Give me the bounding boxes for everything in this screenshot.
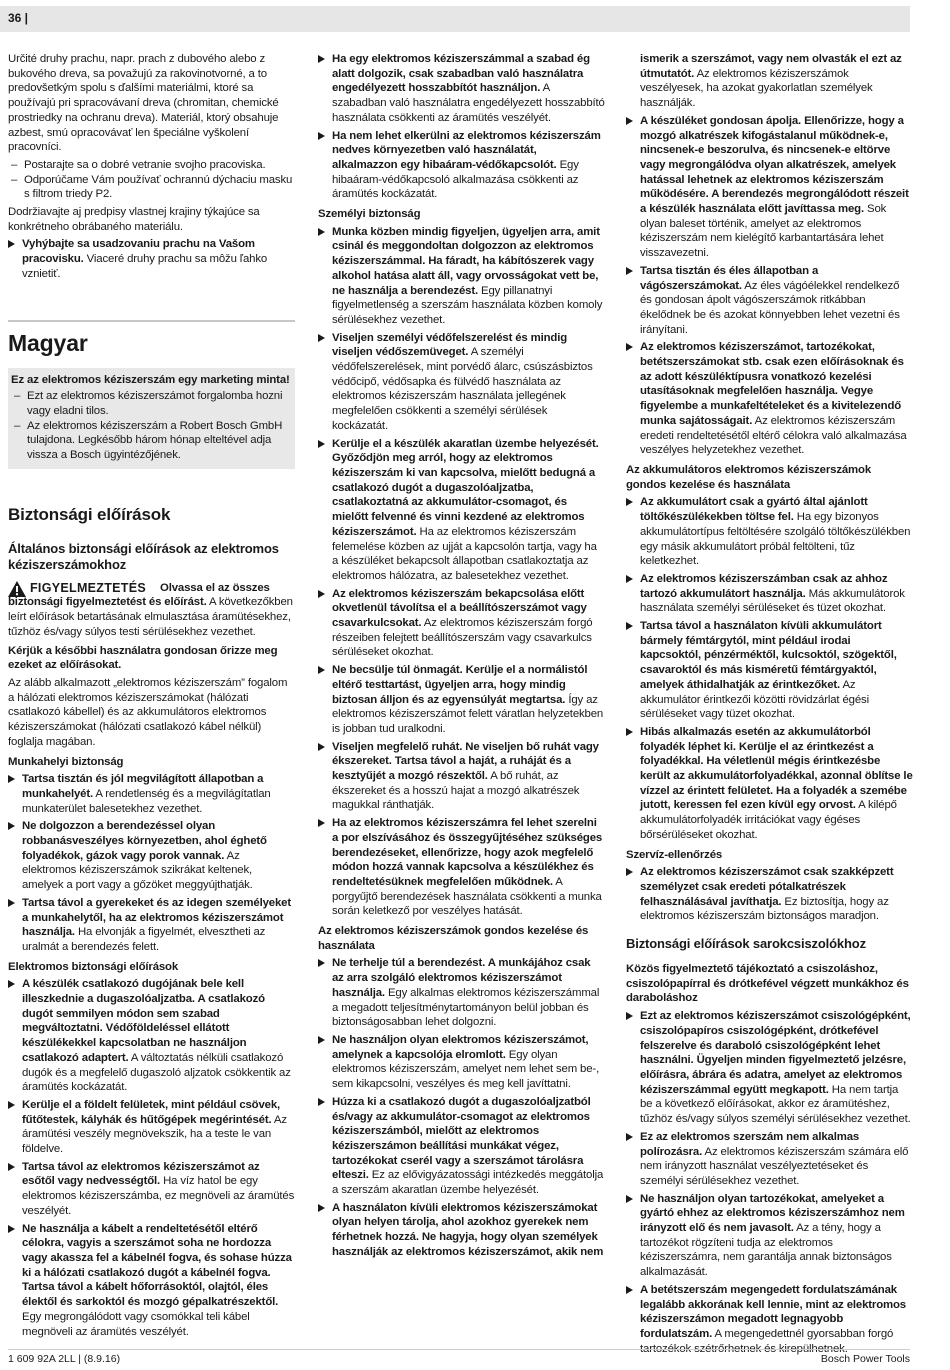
list-item: Viseljen megfelelő ruhát. Ne viseljen bő ruhát vagy ékszereket. Tartsa távol a haját, a ruháját és a kesztyűjét a mozgó részektől. A bő ruhát, az ékszereket és a hosszú hajat a mozgó alkatrészek magukkal ránthatják.	[318, 740, 605, 814]
list-item: Ne terhelje túl a berendezést. A munkájához csak az arra szolgáló elektromos kéziszerszámot használja. Egy alkalmas elektromos kéziszerszámmal a megadott teljesítménytartományon belül jobban és biztonságosabban lehet dolgozni.	[318, 956, 605, 1030]
arrow-bullet-icon	[8, 1101, 15, 1109]
language-title: Magyar	[8, 329, 88, 356]
page-footer	[8, 1349, 910, 1366]
list-item: A betétszerszám megengedett fordulatszámának legalább akkorának kell lennie, mint az elektromos kéziszerszámon megadott legnagyobb fordulatszám. A megengedettnél gyorsabban forgó tartozékok szétrőrhetnek és kirepülhetnek.	[626, 1283, 913, 1357]
page-number: 36 |	[8, 11, 29, 25]
list-item: Ez az elektromos szerszám nem alkalmas polírozásra. Az elektromos kéziszerszám számára elő nem irányzott használat veszélyeztetéseket és személyi sérülésekhez vezethet.	[626, 1130, 913, 1189]
paragraph: Dodržiavajte aj predpisy vlastnej krajiny týkajúce sa konkrétneho obrábaného materiálu.	[8, 206, 260, 233]
list-item: Ne dolgozzon a berendezéssel olyan robbanásveszélyes környezetben, ahol éghető folyadékok, gázok vagy porok vannak. Az elektromos kéziszerszámok szikrákat keltenek, amelyek a port vagy a gőzöket meggyújthatják.	[8, 819, 295, 893]
arrow-bullet-icon	[626, 343, 633, 351]
common-warnings-title: Közös figyelmeztető tájékoztató a csiszoláshoz, csiszolópapírral és drótkefével végzett munkákhoz és daraboláshoz	[626, 963, 909, 1005]
subsection-heading: Biztonsági előírások sarokcsiszolókhoz	[626, 936, 866, 952]
arrow-bullet-icon	[318, 819, 325, 827]
arrow-bullet-icon	[8, 899, 15, 907]
page-header	[0, 6, 910, 32]
list-item: Ha nem lehet elkerülni az elektromos kéziszerszám nedves környezetben való használatát, alkalmazzon egy hibaáram-védőkapcsolót. Egy hibaáram-védőkapcsoló alkalmazása csökkenti az áramütés kockázatát.	[318, 129, 605, 203]
warning-text: Olvassa el az összes biztonsági figyelmeztetést és előírást. A következőkben leírt előírások betartásának elmulasztása áramütésekhez, tűzhöz és/vagy súlyos testi sérülésekhez vezethet.	[8, 581, 293, 638]
arrow-bullet-icon	[8, 1163, 15, 1171]
subheading: Személyi biztonság	[318, 208, 421, 221]
notice-title: Ez az elektromos kéziszerszám egy marketing minta!	[11, 373, 290, 386]
list-item: Az akkumulátort csak a gyártó által ajánlott töltőkészülékekben töltse fel. Ha egy bizonyos akkumulátortípus feltöltésére szolgáló töltőkészülékben egy másik akkumulátort próbál feltölteni, tűz keletkezhet.	[626, 495, 913, 569]
arrow-bullet-icon	[8, 980, 15, 988]
dash-item: – Odporúčame Vám používať ochrannú dýchaciu masku s filtrom triedy P2.	[11, 173, 293, 201]
list-item: Tartsa távol az elektromos kéziszerszámot az esőtől vagy nedvességtől. Ha víz hatol be egy elektromos kéziszerszámba, ez megnöveli az áramütés veszélyét.	[8, 1160, 295, 1219]
list-item: A készülék csatlakozó dugójának bele kell illeszkednie a dugaszolóaljzatba. A csatlakozó dugót semmilyen módon sem szabad megváltoztatni. Védőföldeléssel ellátott készülékekkel kapcsolatban ne használjon csatlakozó adaptert. A változtatás nélküli csatlakozó dugók és a megfelelő dugaszoló aljzatok csökkentik az áramütés kockázatát.	[8, 977, 295, 1095]
warning-label: FIGYELMEZTETÉS	[30, 581, 147, 596]
list-item: Az elektromos kéziszerszámban csak az ahhoz tartozó akkumulátort használja. Más akkumulátorok használata személyi sérüléseket és tüzet okozhat.	[626, 572, 913, 616]
list-item: Ha az elektromos kéziszerszámra fel lehet szerelni a por elszívásához és összegyűjtéséhez szükséges berendezéseket, ellenőrizze, hogy azok megfelelő módon hozzá vannak kapcsolva a készülékhez és rendeltetésüknek megfelelően működnek. A porgyűjtő berendezések használata csökkenti a munka során keletkező por veszélyes hatását.	[318, 816, 605, 919]
arrow-bullet-icon	[318, 959, 325, 967]
arrow-bullet-icon	[318, 590, 325, 598]
subheading: Az akkumulátoros elektromos kéziszerszámok gondos kezelése és használata	[626, 463, 872, 491]
list-item: Ne használjon olyan tartozékokat, amelyeket a gyártó ehhez az elektromos kéziszerszámhoz nem irányzott elő és nem javasolt. Az a tény, hogy a tartozékot rögzíteni tudja az elektromos kéziszerszámra, nem garantálja annak biztonságos alkalmazását.	[626, 1192, 913, 1280]
section-divider	[8, 320, 295, 322]
arrow-bullet-icon	[626, 1133, 633, 1141]
arrow-bullet-icon	[626, 868, 633, 876]
dash-item: – Az elektromos kéziszerszám a Robert Bosch GmbH tulajdona. Legkésőbb három hónap elteltével adja vissza a Bosch ügyintézőjének.	[14, 419, 283, 462]
arrow-bullet-icon	[318, 666, 325, 674]
list-item: Ne használja a kábelt a rendeltetésétől eltérő célokra, vagyis a szerszámot soha ne hordozza vagy akassza fel a kábelnél fogva, és sohase húzza ki a hálózati csatlakozó dugót a kábelnél fogva. Tartsa távol a kábelt hőforrásoktól, olajtól, éles élektől és sarkoktól és mozgó gépalkatrészektől. Egy megrongálódott vagy csomókkal teli kábel megnöveli az áramütés veszélyét.	[8, 1222, 295, 1340]
paragraph: Az alább alkalmazott „elektromos kéziszerszám” fogalom a hálózati elektromos kéziszerszámokat (hálózati csatlakozó kábellel) és az akkumulátoros elektromos kéziszerszámokat (hálózati csatlakozó kábel nélkül) foglalja magában.	[8, 676, 288, 748]
list-item: A használaton kívüli elektromos kéziszerszámokat olyan helyen tárolja, ahol azokhoz gyerekek nem férhetnek hozzá. Ne hagyja, hogy olyan személyek használják az elektromos kéziszerszámot, akik nem	[318, 1201, 605, 1260]
subheading: Az elektromos kéziszerszámok gondos kezelése és használata	[318, 925, 589, 952]
column-1	[8, 52, 295, 1342]
arrow-bullet-icon	[626, 1286, 633, 1294]
arrow-bullet-icon	[626, 1195, 633, 1203]
warning-badge	[8, 581, 146, 597]
paragraph: Určité druhy prachu, napr. prach z dubového alebo z bukového dreva, sa považujú za rakovinotvorné, a to predovšetkým spolu s ďalšími materiálmi, ktoré sa používajú pri spracovávaní dreva (chromitan, chemické prostriedky na ochranu dreva). Materiál, ktorý obsahuje azbest, smú opracovávať len špeciálne vyškolení pracovníci.	[8, 53, 279, 154]
arrow-bullet-icon	[626, 622, 633, 630]
dash-item: – Ezt az elektromos kéziszerszámot forgalomba hozni vagy eladni tilos.	[14, 390, 283, 417]
list-item: Az elektromos kéziszerszámot, tartozékokat, betétszerszámokat stb. csak ezen előírásoknak és az adott készüléktípusra vonatkozó kezelési utasításoknak megfelelően használja. Vegye figyelembe a munkafeltételeket és a kivitelezendő munka sajátosságait. Az elektromos kéziszerszám eredeti rendeltetésétől eltérő célokra való alkalmazása veszélyes helyzetekhez vezethet.	[626, 340, 913, 458]
arrow-bullet-icon	[626, 728, 633, 736]
list-item: Tartsa távol a gyerekeket és az idegen személyeket a munkahelytől, ha az elektromos kéziszerszámot használja. Ha elvonják a figyelmét, elvesztheti az uralmát a berendezés felett.	[8, 896, 295, 955]
subheading: Munkahelyi biztonság	[8, 755, 124, 768]
arrow-bullet-icon	[318, 1204, 325, 1212]
warning-triangle-icon	[8, 581, 26, 597]
list-item: Tartsa távol a használaton kívüli akkumulátort bármely fémtárgytól, mint például irodai kapcsoktól, pénzérméktől, kulcsoktól, szögektől, csavaroktól és más kisméretű fémtárgyaktól, amelyek áthidalhatják az érintkezőket. Az akkumulátor érintkezői közötti rövidzárlat égési sérüléseket vagy tüzet okozhat.	[626, 619, 913, 722]
list-item: Viseljen személyi védőfelszerelést és mindig viseljen védőszemüveget. A személyi védőfelszerelések, mint porvédő álarc, csúszásbiztos védőcipő, védősapka és fülvédő használata az elektromos kéziszerszám használata jellegének megfelelően csökkenti a személyi sérülések kockázatát.	[318, 331, 605, 434]
arrow-bullet-icon	[626, 117, 633, 125]
dash-item: – Postarajte sa o dobré vetranie svojho pracoviska.	[11, 158, 266, 171]
arrow-bullet-icon	[318, 743, 325, 751]
arrow-bullet-icon	[318, 228, 325, 236]
arrow-bullet-icon	[626, 498, 633, 506]
document-code: 1 609 92A 2LL | (8.9.16)	[8, 1353, 121, 1365]
list-item: Ne becsülje túl önmagát. Kerülje el a normálistól eltérő testtartást, ügyeljen arra, hogy mindig biztosan álljon és az egyensúlyát megtartsa. Így az elektromos kéziszerszámot felett váratlan helyzetekben is jobban tud uralkodni.	[318, 663, 605, 737]
list-item: Kerülje el a készülék akaratlan üzembe helyezését. Győződjön meg arról, hogy az elektromos kéziszerszám ki van kapcsolva, mielőtt bedugná a csatlakozó dugót a dugaszolóaljzatba, csatlakoztatná az akkumulátor-csomagot, és mielőtt felvenné és vinni kezdené az elektromos kéziszerszámot. Ha az elektromos kéziszerszám felemelése közben az ujját a kapcsolón tartja, vagy ha a készüléket bekapcsolt állapotban csatlakoztatja az elektromos hálózatra, az balesetekhez vezethet.	[318, 437, 605, 584]
arrow-bullet-icon	[8, 775, 15, 783]
arrow-bullet-icon	[318, 132, 325, 140]
list-item: Munka közben mindig figyeljen, ügyeljen arra, amit csinál és meggondoltan dolgozzon az elektromos kéziszerszámmal. Ha fáradt, ha kábítószerek vagy alkohol hatása alatt áll, vagy orvosságokat vett be, ne használja a berendezést. Egy pillanatnyi figyelmetlenség a szerszám használata közben komoly sérülésekhez vezethet.	[318, 225, 605, 328]
list-item: Húzza ki a csatlakozó dugót a dugaszolóaljzatból és/vagy az akkumulátor-csomagot az elektromos kéziszerszámból, mielőtt az elektromos kéziszerszámon beállítási munkákat végez, tartozékokat cserél vagy a szerszámot tárolásra elteszi. Ez az elővigyázatossági intézkedés meggátolja a szerszám akaratlan üzembe helyezését.	[318, 1095, 605, 1198]
list-item: Az elektromos kéziszerszámot csak szakképzett személyzet csak eredeti pótalkatrészek felhasználásával javíthatja. Ez biztosítja, hogy az elektromos kéziszerszám biztonságos maradjon.	[626, 865, 913, 924]
keep-instructions: Kérjük a későbbi használatra gondosan őrizze meg ezeket az előírásokat.	[8, 644, 278, 672]
arrow-bullet-icon	[318, 334, 325, 342]
subsection-heading: Általános biztonsági előírások az elektromos kéziszerszámokhoz	[8, 540, 279, 572]
list-item: Ne használjon olyan elektromos kéziszerszámot, amelynek a kapcsolója elromlott. Egy olyan elektromos kéziszerszám, amelyet nem lehet sem be-, sem kikapcsolni, veszélyes és meg kell javíttatni.	[318, 1033, 605, 1092]
list-item: Ezt az elektromos kéziszerszámot csiszológépként, csiszolópapíros csiszológépként, drótkefével felszerelve és daraboló csiszológépként lehet használni. Ügyeljen minden figyelmeztető jelzésre, előírásra, ábrára és adatra, amelyet az elektromos kéziszerszámmal együtt megkapott. Ha nem tartja be a következő előírásokat, akkor ez áramütéshez, tűzhöz és/vagy súlyos személyi sérülésekhez vezethet.	[626, 1009, 913, 1127]
list-item: Vyhýbajte sa usadzovaniu prachu na Vašom pracovisku. Viaceré druhy prachu sa môžu ľahko vznietiť.	[8, 237, 295, 281]
arrow-bullet-icon	[318, 1098, 325, 1106]
list-item: Az elektromos kéziszerszám bekapcsolása előtt okvetlenül távolítsa el a beállítószerszámot vagy csavarkulcsokat. Az elektromos kéziszerszám forgó részeiben felejtett beállítószerszám vagy csavarkulcs sérüléseket okozhat.	[318, 587, 605, 661]
arrow-bullet-icon	[626, 267, 633, 275]
arrow-bullet-icon	[318, 1036, 325, 1044]
column-3	[626, 52, 913, 1359]
brand-text: Bosch Power Tools	[820, 1353, 910, 1365]
marketing-notice-box	[8, 368, 295, 469]
arrow-bullet-icon	[626, 575, 633, 583]
list-item: Hibás alkalmazás esetén az akkumulátorból folyadék léphet ki. Kerülje el az érintkezést a folyadékkal. Ha véletlenül mégis érintkezésbe került az akkumulátorfolyadékkal, azonnal öblítse le vízzel az érintett felületet. Ha a folyadék a szemébe jutott, keressen fel ezen kívül egy orvost. A kilépő akkumulátorfolyadék irritációkat vagy égéses bőrsérüléseket okozhat.	[626, 725, 913, 843]
list-item: Ha egy elektromos kéziszerszámmal a szabad ég alatt dolgozik, csak szabadban való használatra engedélyezett hosszabbítót használjon. A szabadban való használatra engedélyezett hosszabbító használata csökkenti az áramütés veszélyét.	[318, 52, 605, 126]
continued-item: ismerik a szerszámot, vagy nem olvasták el ezt az útmutatót. Az elektromos kéziszerszámok veszélyesek, ha azokat gyakorlatlan személyek használják.	[640, 53, 902, 110]
subheading: Szervíz-ellenőrzés	[626, 848, 723, 861]
arrow-bullet-icon	[8, 1225, 15, 1233]
arrow-bullet-icon	[8, 822, 15, 830]
section-heading: Biztonsági előírások	[8, 504, 171, 524]
column-2	[318, 52, 605, 1263]
subheading: Elektromos biztonsági előírások	[8, 960, 179, 973]
list-item: A készüléket gondosan ápolja. Ellenőrizze, hogy a mozgó alkatrészek kifogástalanul működnek-e, nincsenek-e beszorulva, és nincsenek-e eltörve vagy megrongálódva olyan alkatrészek, amelyek hatással lehetnek az elektromos kéziszerszám működésére. A berendezés megrongálódott részeit a készülék használata előtt javíttassa meg. Sok olyan baleset történik, amelyet az elektromos kéziszerszám nem kielégítő karbantartására lehet visszavezetni.	[626, 114, 913, 261]
list-item: Tartsa tisztán és jól megvilágított állapotban a munkahelyét. A rendetlenség és a megvilágítatlan munkaterület balesetekhez vezethet.	[8, 772, 295, 816]
list-item: Tartsa tisztán és éles állapotban a vágószerszámokat. Az éles vágóélekkel rendelkező és gondosan ápolt vágószerszámok ritkábban ékelődnek be és azokat könnyebben lehet vezetni és irányítani.	[626, 264, 913, 338]
arrow-bullet-icon	[8, 240, 15, 248]
arrow-bullet-icon	[626, 1012, 633, 1020]
arrow-bullet-icon	[318, 440, 325, 448]
list-item: Kerülje el a földelt felületek, mint például csövek, fűtőtestek, kályhák és hűtőgépek megérintését. Az áramütési veszély megnövekszik, ha a teste le van földelve.	[8, 1098, 295, 1157]
arrow-bullet-icon	[318, 55, 325, 63]
